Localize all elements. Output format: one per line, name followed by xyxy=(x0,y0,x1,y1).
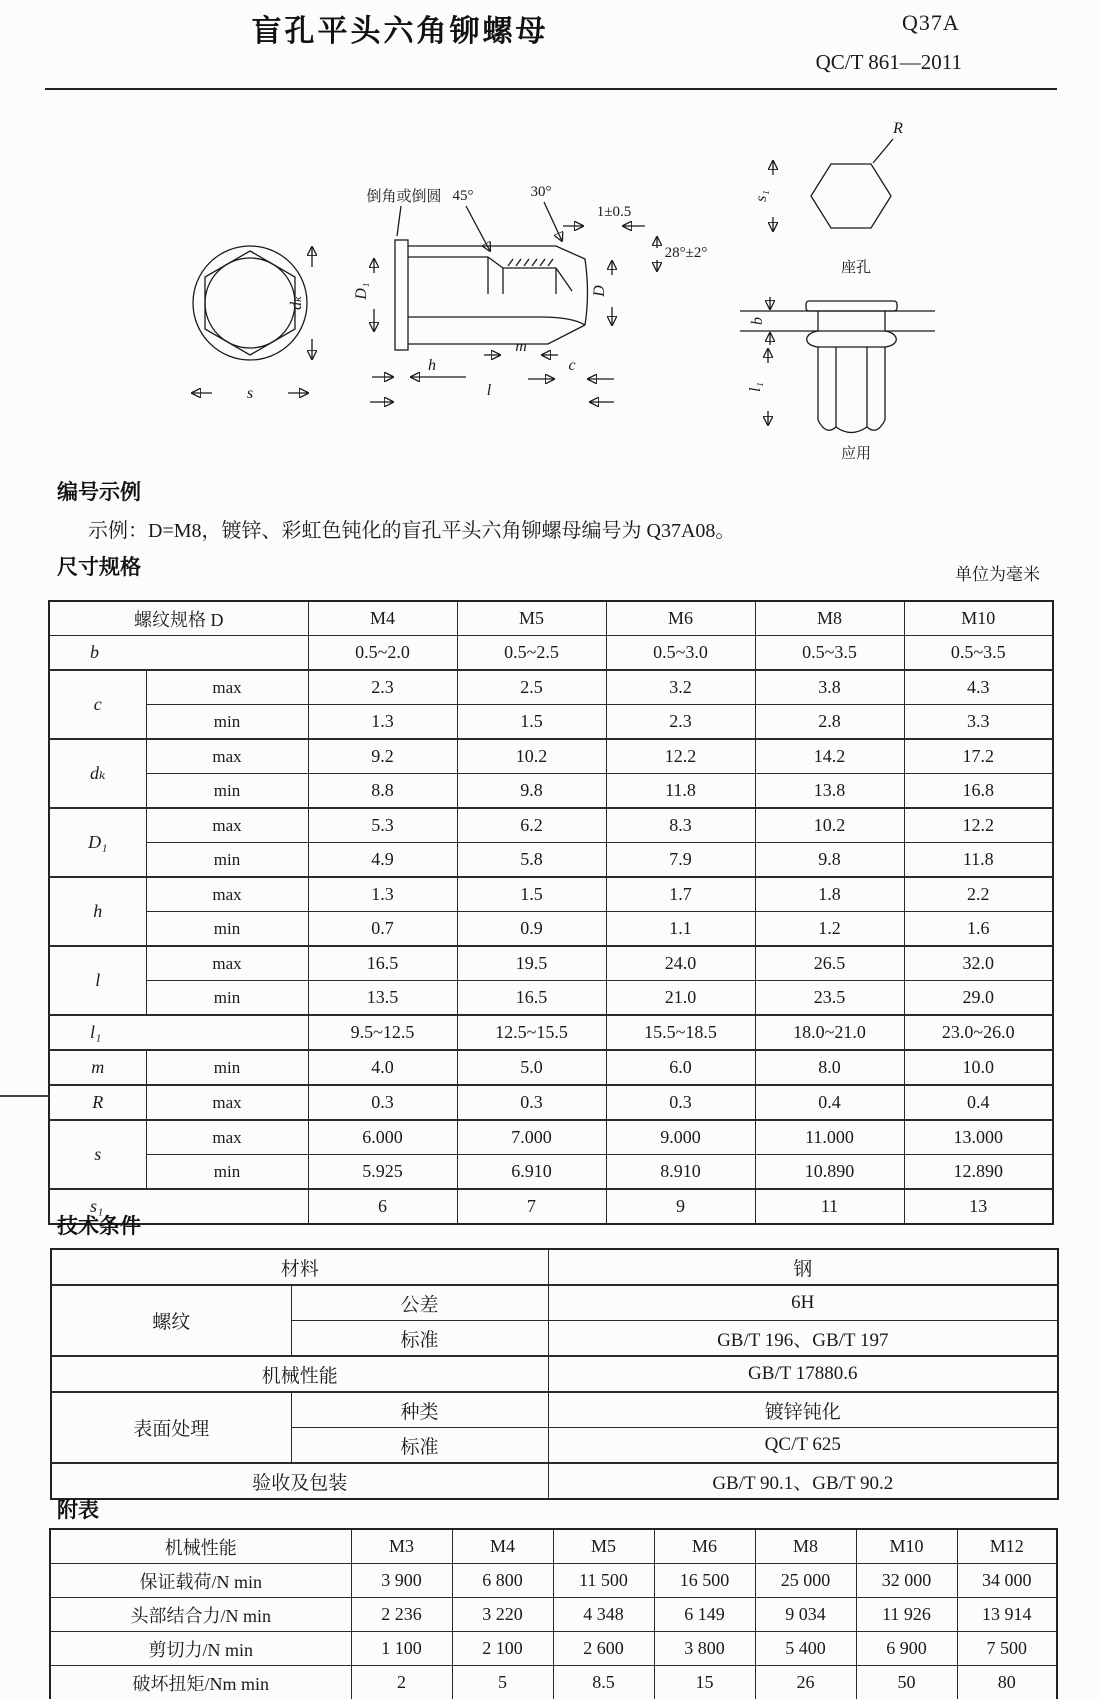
value-cell: 2 236 xyxy=(351,1598,452,1632)
table-row xyxy=(49,705,1053,740)
value-cell: 1.2 xyxy=(755,912,904,947)
value-cell: 1.7 xyxy=(606,877,755,912)
angle-30-label: 30° xyxy=(530,184,552,200)
value-cell: 3 220 xyxy=(452,1598,553,1632)
value-cell: M6 xyxy=(606,601,755,636)
value-cell: 25 000 xyxy=(755,1564,856,1598)
value-cell: 13.000 xyxy=(904,1120,1053,1155)
value-cell: 0.7 xyxy=(308,912,457,947)
table-row xyxy=(49,1120,1053,1155)
value-cell: 11 xyxy=(755,1189,904,1224)
value-cell: 29.0 xyxy=(904,981,1053,1016)
value-cell: M6 xyxy=(654,1529,755,1564)
param-label: l xyxy=(49,946,146,1015)
param-label: s₁ xyxy=(49,1189,308,1224)
value-cell: 9 034 xyxy=(755,1598,856,1632)
packing-value: GB/T 90.1、GB/T 90.2 xyxy=(548,1463,1058,1499)
sub-label: min xyxy=(146,1050,308,1085)
row-label: 破坏扭矩/Nm min xyxy=(50,1666,351,1699)
value-cell: 6 xyxy=(308,1189,457,1224)
value-cell: 0.5~3.5 xyxy=(755,636,904,671)
value-cell: 23.0~26.0 xyxy=(904,1015,1053,1050)
header-rule xyxy=(45,88,1057,90)
value-cell: 1.8 xyxy=(755,877,904,912)
l1-label: l₁ xyxy=(747,381,764,393)
value-cell: 8.5 xyxy=(553,1666,654,1699)
value-cell: 34 000 xyxy=(957,1564,1057,1598)
table-row xyxy=(51,1392,1058,1428)
appendix-table xyxy=(49,1528,1058,1699)
value-cell: 8.8 xyxy=(308,774,457,809)
sub-label: max xyxy=(146,739,308,774)
value-cell: 7 xyxy=(457,1189,606,1224)
value-cell: 9.8 xyxy=(457,774,606,809)
l-label: l xyxy=(486,382,492,399)
param-label: l₁ xyxy=(49,1015,308,1050)
c-label: c xyxy=(568,357,576,374)
sub-label: min xyxy=(146,981,308,1016)
value-cell: 10.2 xyxy=(755,808,904,843)
param-label: dₖ xyxy=(49,739,146,808)
sub-label: min xyxy=(146,705,308,740)
thread-std-value: GB/T 196、GB/T 197 xyxy=(548,1321,1058,1357)
angle-45-label: 45° xyxy=(452,188,474,204)
seat-hole-caption: 座孔 xyxy=(840,260,872,276)
value-cell: 9.8 xyxy=(755,843,904,878)
value-cell: M3 xyxy=(351,1529,452,1564)
table-row xyxy=(49,739,1053,774)
param-label: c xyxy=(49,670,146,739)
value-cell: 2.3 xyxy=(308,670,457,705)
seat-hole-view xyxy=(753,120,903,276)
header-label: 螺纹规格 D xyxy=(49,601,308,636)
value-cell: 0.5~3.5 xyxy=(904,636,1053,671)
table-row xyxy=(51,1249,1058,1285)
surface-std-value: QC/T 625 xyxy=(548,1428,1058,1464)
value-cell: M8 xyxy=(755,1529,856,1564)
appendix-heading: 附表 xyxy=(57,1499,99,1522)
value-cell: 3.2 xyxy=(606,670,755,705)
table-row xyxy=(49,1189,1053,1224)
value-cell: 1.5 xyxy=(457,705,606,740)
s1-label: s₁ xyxy=(753,190,770,202)
application-view xyxy=(740,297,935,462)
value-cell: M4 xyxy=(452,1529,553,1564)
table-row xyxy=(49,981,1053,1016)
sub-label: max xyxy=(146,1085,308,1120)
table-row xyxy=(49,1155,1053,1190)
value-cell: 1 100 xyxy=(351,1632,452,1666)
value-cell: 11 926 xyxy=(856,1598,957,1632)
value-cell: 24.0 xyxy=(606,946,755,981)
value-cell: 0.5~2.5 xyxy=(457,636,606,671)
technical-table xyxy=(50,1248,1059,1500)
value-cell: M5 xyxy=(553,1529,654,1564)
table-row xyxy=(49,774,1053,809)
tolerance-value: 6H xyxy=(548,1285,1058,1321)
value-cell: 14.2 xyxy=(755,739,904,774)
mech-value: GB/T 17880.6 xyxy=(548,1356,1058,1392)
param-label: R xyxy=(49,1085,146,1120)
value-cell: 11.8 xyxy=(904,843,1053,878)
material-value: 钢 xyxy=(548,1249,1058,1285)
value-cell: 13 xyxy=(904,1189,1053,1224)
value-cell: 0.4 xyxy=(904,1085,1053,1120)
value-cell: 5.3 xyxy=(308,808,457,843)
b-label: b xyxy=(749,317,766,325)
sub-label: min xyxy=(146,912,308,947)
table-row xyxy=(50,1632,1057,1666)
value-cell: 7 500 xyxy=(957,1632,1057,1666)
value-cell: 7.000 xyxy=(457,1120,606,1155)
value-cell: M10 xyxy=(904,601,1053,636)
value-cell: 12.2 xyxy=(606,739,755,774)
value-cell: 4.3 xyxy=(904,670,1053,705)
m-label: m xyxy=(515,338,527,355)
surface-type-value: 镀锌钝化 xyxy=(548,1392,1058,1428)
value-cell: 16.8 xyxy=(904,774,1053,809)
value-cell: 3 800 xyxy=(654,1632,755,1666)
table-row xyxy=(50,1529,1057,1564)
value-cell: 2 100 xyxy=(452,1632,553,1666)
value-cell: 6 900 xyxy=(856,1632,957,1666)
numbering-example-text: 示例：D=M8，镀锌、彩虹色钝化的盲孔平头六角铆螺母编号为 Q37A08。 xyxy=(88,520,736,542)
material-label: 材料 xyxy=(51,1249,548,1285)
table-row xyxy=(49,1050,1053,1085)
appendix-header-label: 机械性能 xyxy=(50,1529,351,1564)
value-cell: 8.3 xyxy=(606,808,755,843)
thread-std-label: 标准 xyxy=(291,1321,548,1357)
table-row xyxy=(51,1463,1058,1499)
value-cell: 1.3 xyxy=(308,705,457,740)
value-cell: 0.3 xyxy=(457,1085,606,1120)
row-label: 剪切力/N min xyxy=(50,1632,351,1666)
d1-label: D₁ xyxy=(353,282,370,300)
sub-label: max xyxy=(146,808,308,843)
value-cell: 6.2 xyxy=(457,808,606,843)
surface-type-label: 种类 xyxy=(291,1392,548,1428)
value-cell: 16 500 xyxy=(654,1564,755,1598)
value-cell: 0.5~3.0 xyxy=(606,636,755,671)
side-section-view xyxy=(353,184,707,402)
row-label: 保证载荷/N min xyxy=(50,1564,351,1598)
value-cell: 5.8 xyxy=(457,843,606,878)
application-caption: 应用 xyxy=(840,446,872,462)
value-cell: 6 800 xyxy=(452,1564,553,1598)
surface-label: 表面处理 xyxy=(51,1392,291,1463)
table-row xyxy=(49,912,1053,947)
value-cell: M5 xyxy=(457,601,606,636)
value-cell: M4 xyxy=(308,601,457,636)
value-cell: 2.8 xyxy=(755,705,904,740)
table-row xyxy=(49,601,1053,636)
param-label: D₁ xyxy=(49,808,146,877)
param-label: m xyxy=(49,1050,146,1085)
unit-note: 单位为毫米 xyxy=(955,565,1040,584)
value-cell: 0.3 xyxy=(606,1085,755,1120)
h-label: h xyxy=(428,357,436,374)
standard-number: QC/T 861—2011 xyxy=(815,50,962,74)
value-cell: 10.2 xyxy=(457,739,606,774)
value-cell: 1.5 xyxy=(457,877,606,912)
mech-label: 机械性能 xyxy=(51,1356,548,1392)
value-cell: 32 000 xyxy=(856,1564,957,1598)
dk-label: dₖ xyxy=(288,296,305,310)
value-cell: 50 xyxy=(856,1666,957,1699)
value-cell: 13.8 xyxy=(755,774,904,809)
value-cell: 17.2 xyxy=(904,739,1053,774)
value-cell: 13.5 xyxy=(308,981,457,1016)
value-cell: M8 xyxy=(755,601,904,636)
value-cell: 9 xyxy=(606,1189,755,1224)
page-title: 盲孔平头六角铆螺母 xyxy=(251,15,549,48)
r-label: R xyxy=(893,120,903,137)
numbering-example-heading: 编号示例 xyxy=(57,481,141,504)
value-cell: 80 xyxy=(957,1666,1057,1699)
value-cell: 10.0 xyxy=(904,1050,1053,1085)
value-cell: 6.000 xyxy=(308,1120,457,1155)
sub-label: min xyxy=(146,1155,308,1190)
value-cell: 26.5 xyxy=(755,946,904,981)
value-cell: 9.000 xyxy=(606,1120,755,1155)
scan-artifact-line xyxy=(0,1095,49,1097)
value-cell: 0.9 xyxy=(457,912,606,947)
value-cell: 15.5~18.5 xyxy=(606,1015,755,1050)
thread-hatching xyxy=(508,259,553,266)
technical-heading: 技术条件 xyxy=(57,1215,141,1238)
value-cell: 0.5~2.0 xyxy=(308,636,457,671)
value-cell: 9.2 xyxy=(308,739,457,774)
table-row xyxy=(49,636,1053,671)
sub-label: max xyxy=(146,670,308,705)
row-label: 头部结合力/N min xyxy=(50,1598,351,1632)
thread-label: 螺纹 xyxy=(51,1285,291,1356)
tolerance-label: 公差 xyxy=(291,1285,548,1321)
value-cell: 21.0 xyxy=(606,981,755,1016)
value-cell: 2.5 xyxy=(457,670,606,705)
surface-std-label: 标准 xyxy=(291,1428,548,1464)
sub-label: min xyxy=(146,843,308,878)
end-view xyxy=(192,246,312,402)
value-cell: M12 xyxy=(957,1529,1057,1564)
value-cell: 5.0 xyxy=(457,1050,606,1085)
value-cell: 4.0 xyxy=(308,1050,457,1085)
table-row xyxy=(50,1666,1057,1699)
value-cell: 10.890 xyxy=(755,1155,904,1190)
param-label: s xyxy=(49,1120,146,1189)
table-row xyxy=(51,1356,1058,1392)
value-cell: 16.5 xyxy=(308,946,457,981)
value-cell: 1.3 xyxy=(308,877,457,912)
value-cell: M10 xyxy=(856,1529,957,1564)
value-cell: 4 348 xyxy=(553,1598,654,1632)
value-cell: 2.2 xyxy=(904,877,1053,912)
dimensions-heading: 尺寸规格 xyxy=(57,556,141,579)
value-cell: 6.0 xyxy=(606,1050,755,1085)
value-cell: 12.5~15.5 xyxy=(457,1015,606,1050)
value-cell: 0.3 xyxy=(308,1085,457,1120)
sub-label: min xyxy=(146,774,308,809)
value-cell: 13 914 xyxy=(957,1598,1057,1632)
value-cell: 3 900 xyxy=(351,1564,452,1598)
tol-1-label: 1±0.5 xyxy=(596,204,632,220)
packing-label: 验收及包装 xyxy=(51,1463,548,1499)
sub-label: max xyxy=(146,946,308,981)
table-row xyxy=(50,1598,1057,1632)
value-cell: 6.910 xyxy=(457,1155,606,1190)
value-cell: 5.925 xyxy=(308,1155,457,1190)
value-cell: 0.4 xyxy=(755,1085,904,1120)
sub-label: max xyxy=(146,877,308,912)
value-cell: 7.9 xyxy=(606,843,755,878)
d-label: D xyxy=(591,285,608,297)
table-row xyxy=(49,808,1053,843)
value-cell: 1.6 xyxy=(904,912,1053,947)
param-label: b xyxy=(49,636,308,671)
value-cell: 5 xyxy=(452,1666,553,1699)
value-cell: 3.3 xyxy=(904,705,1053,740)
table-row xyxy=(50,1564,1057,1598)
part-code: Q37A xyxy=(902,10,960,35)
value-cell: 2 xyxy=(351,1666,452,1699)
value-cell: 18.0~21.0 xyxy=(755,1015,904,1050)
table-row xyxy=(49,670,1053,705)
table-row xyxy=(49,843,1053,878)
value-cell: 5 400 xyxy=(755,1632,856,1666)
value-cell: 23.5 xyxy=(755,981,904,1016)
table-row xyxy=(49,1085,1053,1120)
value-cell: 11.000 xyxy=(755,1120,904,1155)
value-cell: 2.3 xyxy=(606,705,755,740)
value-cell: 11 500 xyxy=(553,1564,654,1598)
value-cell: 4.9 xyxy=(308,843,457,878)
value-cell: 8.0 xyxy=(755,1050,904,1085)
s-label: s xyxy=(246,385,254,402)
value-cell: 12.2 xyxy=(904,808,1053,843)
value-cell: 12.890 xyxy=(904,1155,1053,1190)
value-cell: 15 xyxy=(654,1666,755,1699)
table-row xyxy=(49,877,1053,912)
value-cell: 32.0 xyxy=(904,946,1053,981)
table-row xyxy=(49,1015,1053,1050)
value-cell: 8.910 xyxy=(606,1155,755,1190)
technical-drawing xyxy=(0,95,1100,478)
value-cell: 19.5 xyxy=(457,946,606,981)
table-row xyxy=(49,946,1053,981)
dimensions-table xyxy=(48,600,1054,1225)
value-cell: 6 149 xyxy=(654,1598,755,1632)
value-cell: 9.5~12.5 xyxy=(308,1015,457,1050)
angle-28-label: 28°±2° xyxy=(664,245,708,261)
param-label: h xyxy=(49,877,146,946)
value-cell: 2 600 xyxy=(553,1632,654,1666)
value-cell: 11.8 xyxy=(606,774,755,809)
value-cell: 16.5 xyxy=(457,981,606,1016)
table-row xyxy=(51,1285,1058,1321)
value-cell: 3.8 xyxy=(755,670,904,705)
sub-label: max xyxy=(146,1120,308,1155)
value-cell: 26 xyxy=(755,1666,856,1699)
chamfer-note-label: 倒角或倒圆 xyxy=(366,189,442,205)
value-cell: 1.1 xyxy=(606,912,755,947)
